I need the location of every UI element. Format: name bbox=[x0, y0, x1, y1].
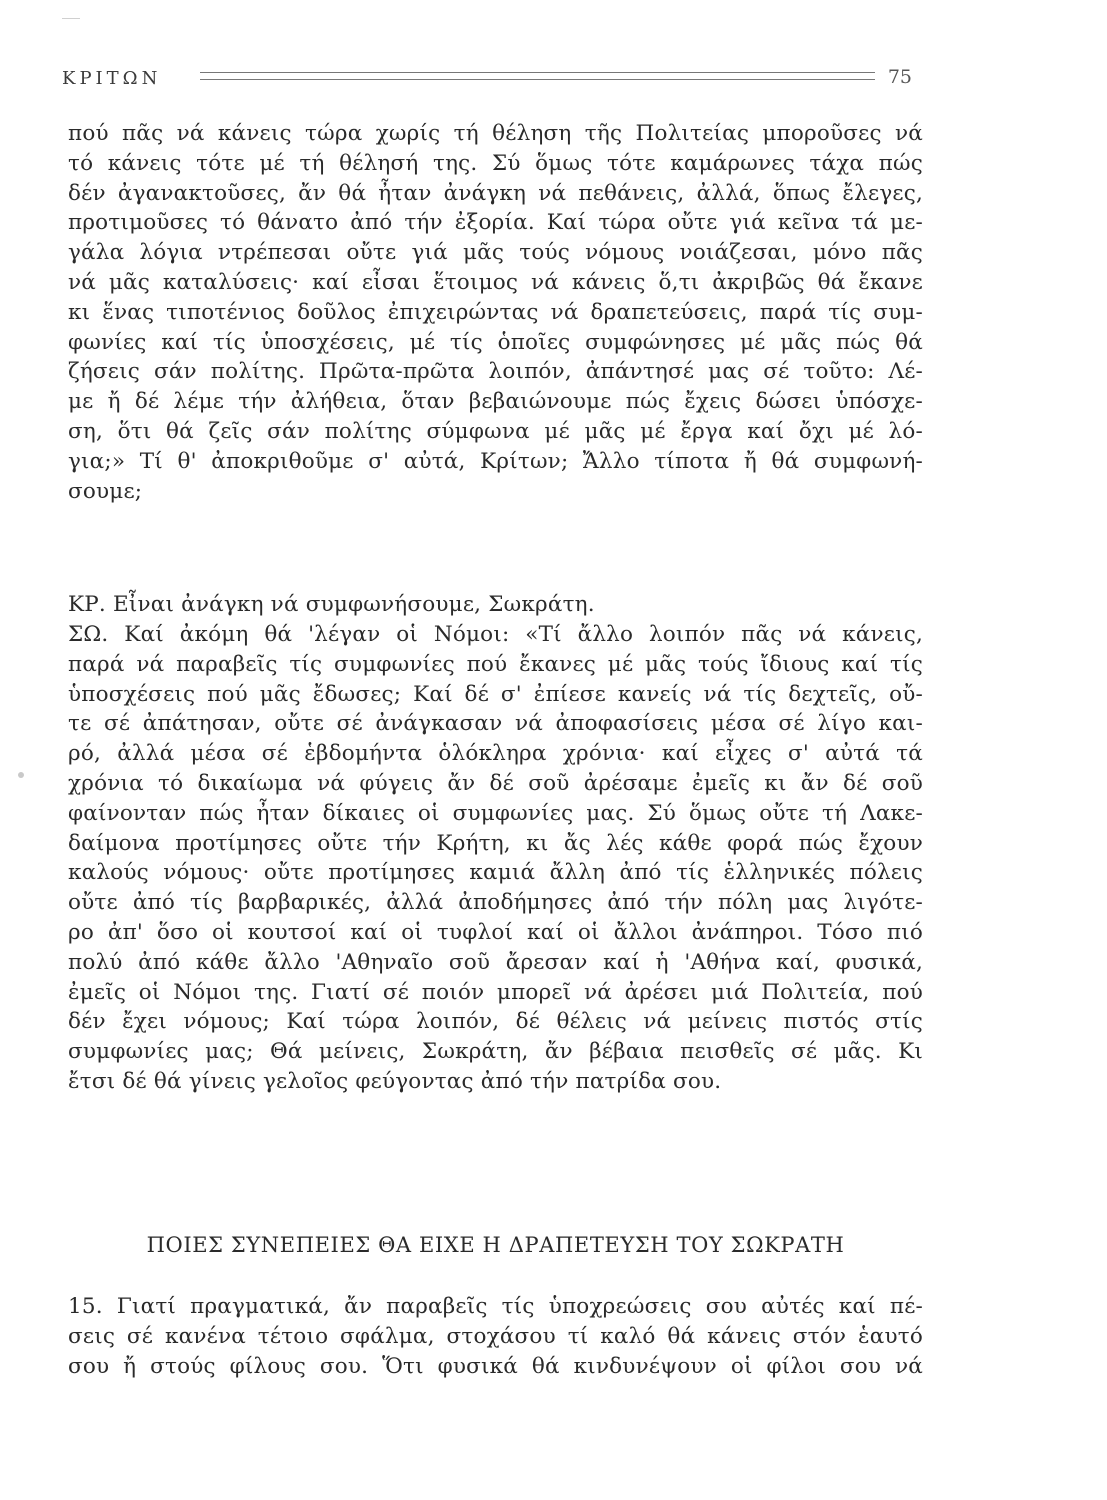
running-title: ΚΡΙΤΩΝ bbox=[62, 68, 162, 89]
text-line: πού πᾶς νά κάνεις τώρα χωρίς τή θέληση τῆς Πολιτείας μποροῦσες νά bbox=[68, 121, 923, 146]
text-line: ἐμεῖς οἱ Νόμοι της. Γιατί σέ ποιόν μπορεῖ νά ἀρέσει μιά Πολιτεία, πού bbox=[68, 979, 923, 1005]
text-line: δαίμονα προτίμησες οὔτε τήν Κρήτη, κι ἄς λές κάθε φορά πώς ἔχουν bbox=[68, 830, 923, 856]
page-header bbox=[62, 66, 912, 96]
text-line: γάλα λόγια ντρέπεσαι οὔτε γιά μᾶς τούς νόμους νοιάζεσαι, μόνο πᾶς bbox=[68, 240, 923, 266]
text-line: πολύ ἀπό κάθε ἄλλο 'Αθηναῖο σοῦ ἄρεσαν καί ἡ 'Αθήνα καί, φυσικά, bbox=[68, 949, 923, 975]
text-line: νά μᾶς καταλύσεις· καί εἶσαι ἕτοιμος νά κάνεις ὅ,τι ἀκριβῶς θά ἔκανε bbox=[68, 269, 923, 295]
paragraph-1 bbox=[68, 119, 923, 506]
header-double-rule bbox=[200, 72, 875, 80]
text-line: ἔτσι δέ θά γίνεις γελοῖος φεύγοντας ἀπό τήν πατρίδα σου. bbox=[68, 1068, 722, 1094]
text-line: οὔτε ἀπό τίς βαρβαρικές, ἀλλά ἀποδήμησες ἀπό τήν πόλη μας λιγότε- bbox=[68, 890, 923, 916]
text-line: δέν ἀγανακτοῦσες, ἄν θά ἦταν ἀνάγκη νά πεθάνεις, ἀλλά, ὅπως ἔλεγες, bbox=[68, 180, 923, 206]
text-line: φωνίες καί τίς ὑποσχέσεις, μέ τίς ὁποῖες συμφώνησες μέ μᾶς πώς θά bbox=[68, 329, 923, 355]
text-line: σουμε; bbox=[68, 478, 143, 504]
text-line: τε σέ ἀπάτησαν, οὔτε σέ ἀνάγκασαν νά ἀποφασίσεις μέσα σέ λίγο και- bbox=[68, 711, 923, 737]
scan-artifact-dash bbox=[62, 18, 80, 19]
paragraph-4 bbox=[68, 1292, 923, 1381]
text-line: ρό, ἀλλά μέσα σέ ἑβδομήντα ὁλόκληρα χρόνια· καί εἶχες σ' αὐτά τά bbox=[68, 741, 923, 767]
text-line: δέν ἔχει νόμους; Καί τώρα λοιπόν, δέ θέλεις νά μείνεις πιστός στίς bbox=[68, 1009, 923, 1035]
text-line: σου ἤ στούς φίλους σου. Ὅτι φυσικά θά κινδυνέψουν οἱ φίλοι σου νά bbox=[68, 1353, 923, 1379]
text-line: κι ἕνας τιποτένιος δοῦλος ἐπιχειρώντας νά δραπετεύσεις, παρά τίς συμ- bbox=[68, 299, 923, 325]
text-line: με ἤ δέ λέμε τήν ἀλήθεια, ὅταν βεβαιώνουμε πώς ἔχεις δώσει ὑπόσχε- bbox=[68, 389, 923, 415]
text-line: ση, ὅτι θά ζεῖς σάν πολίτης σύμφωνα μέ μᾶς μέ ἔργα καί ὄχι μέ λό- bbox=[68, 418, 923, 444]
text-line: ΚΡ. Εἶναι ἀνάγκη νά συμφωνήσουμε, Σωκράτη. bbox=[68, 592, 595, 617]
text-line: για;» Τί θ' ἀποκριθοῦμε σ' αὐτά, Κρίτων; Ἄλλο τίποτα ἤ θά συμφωνή- bbox=[68, 448, 923, 474]
text-line: προτιμοῦσες τό θάνατο ἀπό τήν ἐξορία. Καί τώρα οὔτε γιά κεῖνα τά με- bbox=[68, 210, 923, 236]
paragraph-2 bbox=[68, 590, 923, 620]
text-line: φαίνονταν πώς ἦταν δίκαιες οἱ συμφωνίες μας. Σύ ὅμως οὔτε τή Λακε- bbox=[68, 800, 923, 826]
text-line: ὑποσχέσεις πού μᾶς ἔδωσες; Καί δέ σ' ἐπίεσε κανείς νά τίς δεχτεῖς, οὔ- bbox=[68, 681, 923, 707]
text-line: σεις σέ κανένα τέτοιο σφάλμα, στοχάσου τί καλό θά κάνεις στόν ἑαυτό bbox=[68, 1323, 923, 1349]
text-line: 15. Γιατί πραγματικά, ἄν παραβεῖς τίς ὑποχρεώσεις σου αὐτές καί πέ- bbox=[68, 1294, 923, 1319]
text-line: ζήσεις σάν πολίτης. Πρῶτα-πρῶτα λοιπόν, ἀπάντησέ μας σέ τοῦτο: Λέ- bbox=[68, 359, 923, 385]
text-line: συμφωνίες μας; Θά μείνεις, Σωκράτη, ἄν βέβαια πεισθεῖς σέ μᾶς. Κι bbox=[68, 1039, 923, 1065]
paragraph-3 bbox=[68, 620, 923, 1097]
text-line: ΣΩ. Καί ἀκόμη θά 'λέγαν οἱ Νόμοι: «Τί ἄλλο λοιπόν πᾶς νά κάνεις, bbox=[68, 622, 923, 647]
text-line: χρόνια τό δικαίωμα νά φύγεις ἄν δέ σοῦ ἀρέσαμε ἐμεῖς κι ἄν δέ σοῦ bbox=[68, 770, 923, 796]
section-heading: ΠΟΙΕΣ ΣΥΝΕΠΕΙΕΣ ΘΑ ΕΙΧΕ Η ΔΡΑΠΕΤΕΥΣΗ ΤΟΥ ΣΩΚΡΑΤΗ bbox=[146, 1233, 845, 1257]
scan-artifact-dot bbox=[18, 772, 24, 778]
text-line: τό κάνεις τότε μέ τή θέλησή της. Σύ ὅμως τότε καμάρωνες τάχα πώς bbox=[68, 150, 923, 176]
text-line: παρά νά παραβεῖς τίς συμφωνίες πού ἔκανες μέ μᾶς τούς ἴδιους καί τίς bbox=[68, 651, 923, 677]
text-line: ρο ἀπ' ὅσο οἱ κουτσοί καί οἱ τυφλοί καί οἱ ἄλλοι ἀνάπηροι. Τόσο πιό bbox=[68, 919, 923, 945]
text-line: καλούς νόμους· οὔτε προτίμησες καμιά ἄλλη ἀπό τίς ἑλληνικές πόλεις bbox=[68, 860, 923, 886]
page-number: 75 bbox=[887, 66, 912, 88]
